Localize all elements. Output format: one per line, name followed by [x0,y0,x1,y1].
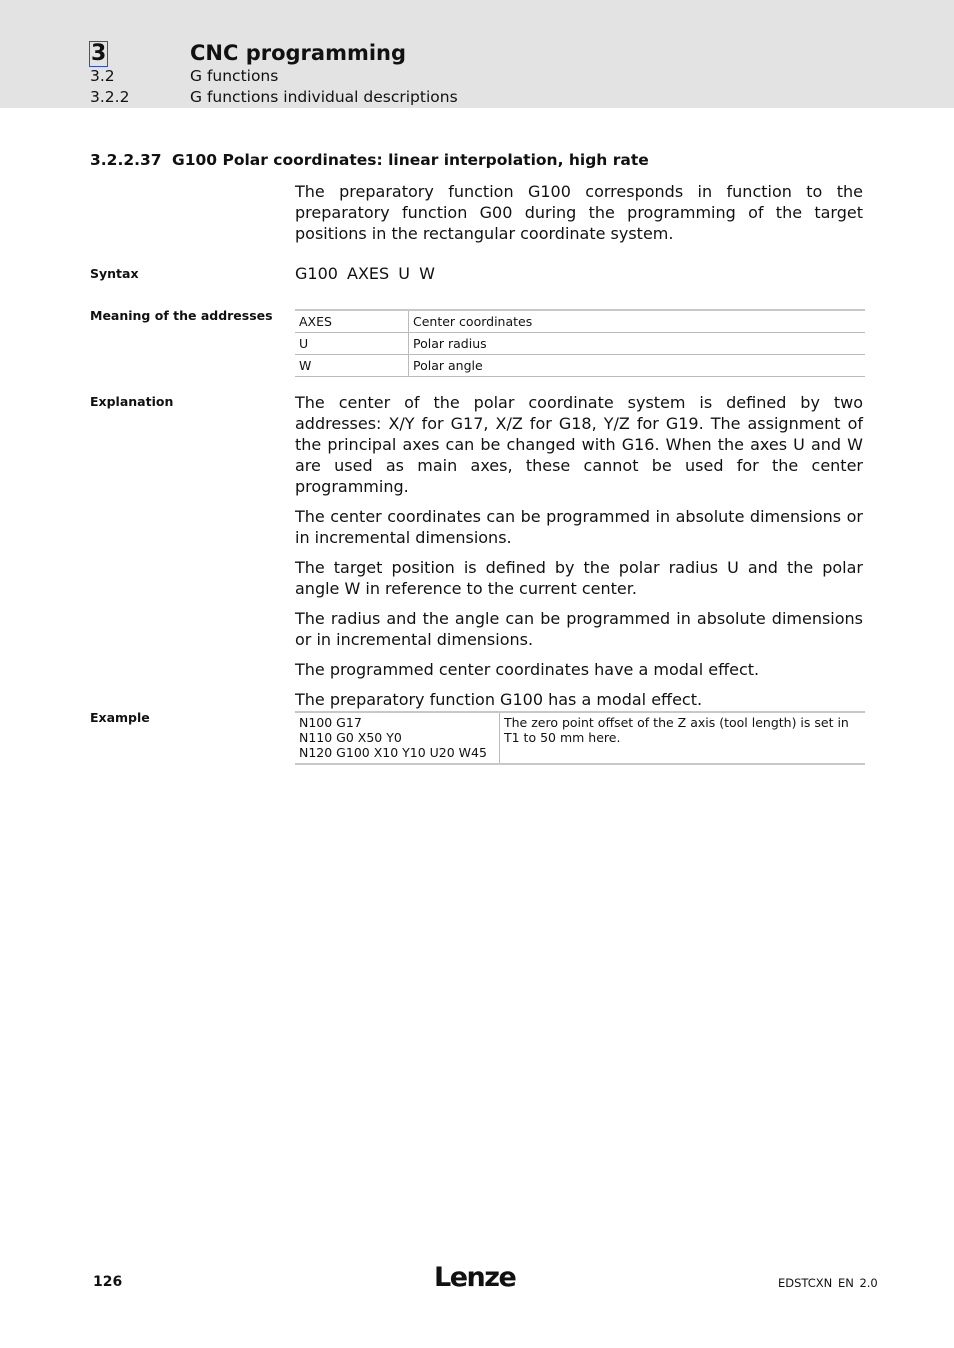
subsubsection-number: 3.2.2 [90,88,130,106]
syntax-value: G100 AXES U W [295,264,435,283]
address-cell: W [295,355,409,377]
syntax-label: Syntax [90,266,139,281]
table-row [295,310,865,333]
intro-paragraph: The preparatory function G100 corresponds in function to the preparatory function G00 during the programming of the target positions in the rectangular coordinate system. [295,182,863,243]
meaning-cell: Center coordinates [409,310,866,333]
code-line: N100 G17 [299,715,362,730]
section-title: G100 Polar coordinates: linear interpolation, high rate [172,151,649,169]
lenze-logo: Lenze [434,1262,516,1293]
subsubsection-title: G functions individual descriptions [190,88,458,106]
section-number: 3.2.2.37 [90,151,162,169]
explanation-paragraph: The target position is defined by the polar radius U and the polar angle W in reference to the current center. [295,558,863,598]
explanation-paragraph: The preparatory function G100 has a modal effect. [295,690,703,709]
page-header [0,0,954,108]
example-code-cell [295,712,500,764]
example-comment-cell: The zero point offset of the Z axis (tool length) is set in T1 to 50 mm here. [500,712,866,764]
subsection-title: G functions [190,67,279,85]
chapter-title: CNC programming [190,41,407,65]
table-row [295,333,865,355]
explanation-paragraph: The radius and the angle can be programmed in absolute dimensions or in incremental dimensions. [295,609,863,649]
example-label: Example [90,710,150,725]
code-line: N120 G100 X10 Y10 U20 W45 [299,745,487,760]
explanation-block [295,392,863,710]
intro-block [295,181,863,244]
meaning-cell: Polar angle [409,355,866,377]
table-row [295,712,865,764]
section-heading [90,151,649,169]
document-id: EDSTCXN EN 2.0 [778,1276,878,1290]
address-cell: U [295,333,409,355]
addresses-table [295,309,865,377]
subsection-number: 3.2 [90,67,115,85]
code-line: N110 G0 X50 Y0 [299,730,402,745]
explanation-paragraph: The center of the polar coordinate system is defined by two addresses: X/Y for G17, X/Z for G18, Y/Z for G19. The assignment of the principal axes can be changed with G16. When the axes U and W are used as main axes, these cannot be used for the center programming. [295,393,863,496]
example-table [295,711,865,765]
meaning-cell: Polar radius [409,333,866,355]
explanation-paragraph: The programmed center coordinates have a modal effect. [295,660,760,679]
address-cell: AXES [295,310,409,333]
explanation-label: Explanation [90,394,174,409]
page-number: 126 [93,1274,123,1290]
table-row [295,355,865,377]
chapter-number[interactable]: 3 [91,41,107,66]
explanation-paragraph: The center coordinates can be programmed in absolute dimensions or in incremental dimensions. [295,507,863,547]
addresses-label: Meaning of the addresses [90,308,273,323]
